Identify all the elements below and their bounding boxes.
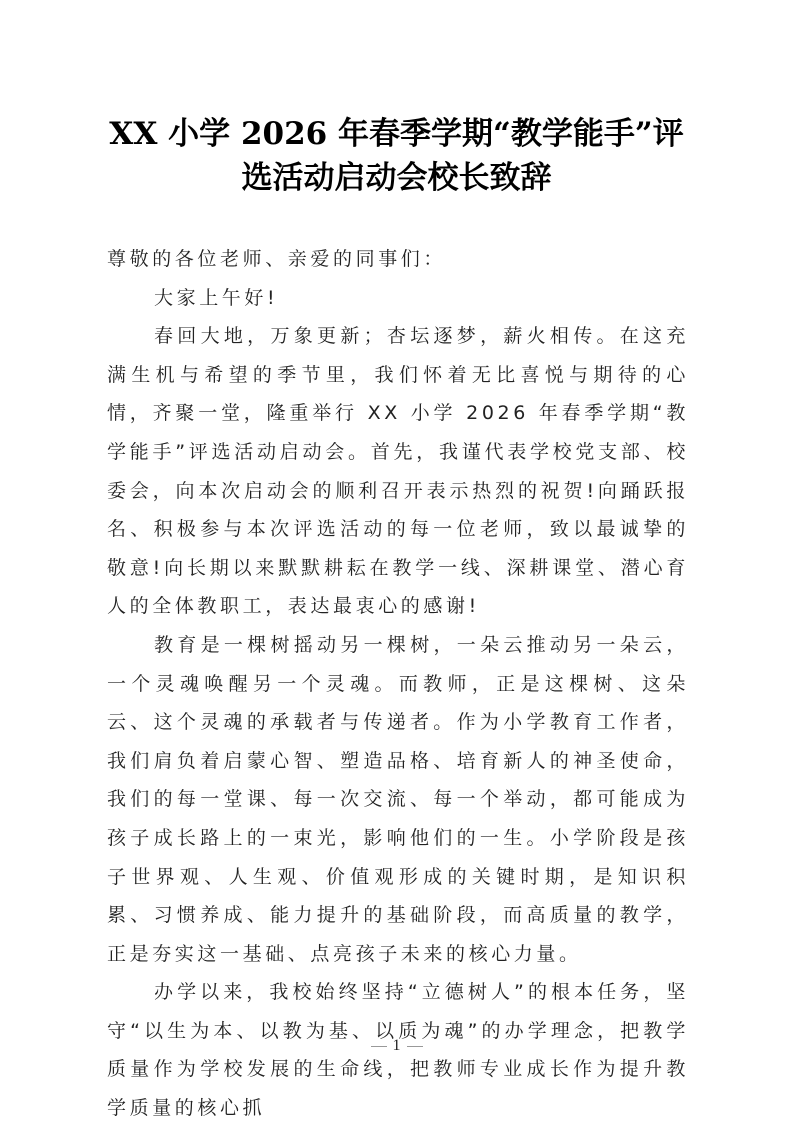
footer-dash-right — [407, 1046, 423, 1047]
greeting: 大家上午好! — [154, 286, 279, 309]
page-number: 1 — [392, 1037, 401, 1054]
paragraph: 办学以来，我校始终坚持“立德树人”的根本任务，坚守“以生为本、以教为基、以质为魂”的办学理念，把教学质量作为学校发展的生命线，把教师专业成长作为提升教学质量的核心抓 — [107, 981, 689, 1120]
document-title — [80, 112, 713, 200]
paragraph: 春回大地，万象更新；杏坛逐梦，薪火相传。在这充满生机与希望的季节里，我们怀着无比喜悦与期待的心情，齐聚一堂，隆重举行 XX 小学 2026 年春季学期“教学能手”评选活动启动会。首先，我谨代表学校党支部、校委会，向本次启动会的顺利召开表示热烈的祝贺!向踊跃报名、积极参与本次评选活动的每一位老师，致以最诚挚的敬意!向长期以来默默耕耘在教学一线、深耕课堂、潜心育人的全体教职工，表达最衷心的感谢! — [107, 325, 689, 618]
document-body — [107, 240, 689, 1128]
paragraph: 教育是一棵树摇动另一棵树，一朵云推动另一朵云，一个灵魂唤醒另一个灵魂。而教师，正是这棵树、这朵云、这个灵魂的承载者与传递者。作为小学教育工作者，我们肩负着启蒙心智、塑造品格、培育新人的神圣使命，我们的每一堂课、每一次交流、每一个举动，都可能成为孩子成长路上的一束光，影响他们的一生。小学阶段是孩子世界观、人生观、价值观形成的关键时期，是知识积累、习惯养成、能力提升的基础阶段，而高质量的教学，正是夯实这一基础、点亮孩子未来的核心力量。 — [107, 633, 689, 965]
page-footer — [0, 1037, 793, 1055]
salutation: 尊敬的各位老师、亲爱的同事们： — [107, 248, 447, 270]
title-line-1: XX 小学 2026 年春季学期“教学能手”评 — [109, 116, 684, 152]
footer-dash-left — [371, 1046, 387, 1047]
title-line-2: 选活动启动会校长致辞 — [241, 160, 552, 196]
